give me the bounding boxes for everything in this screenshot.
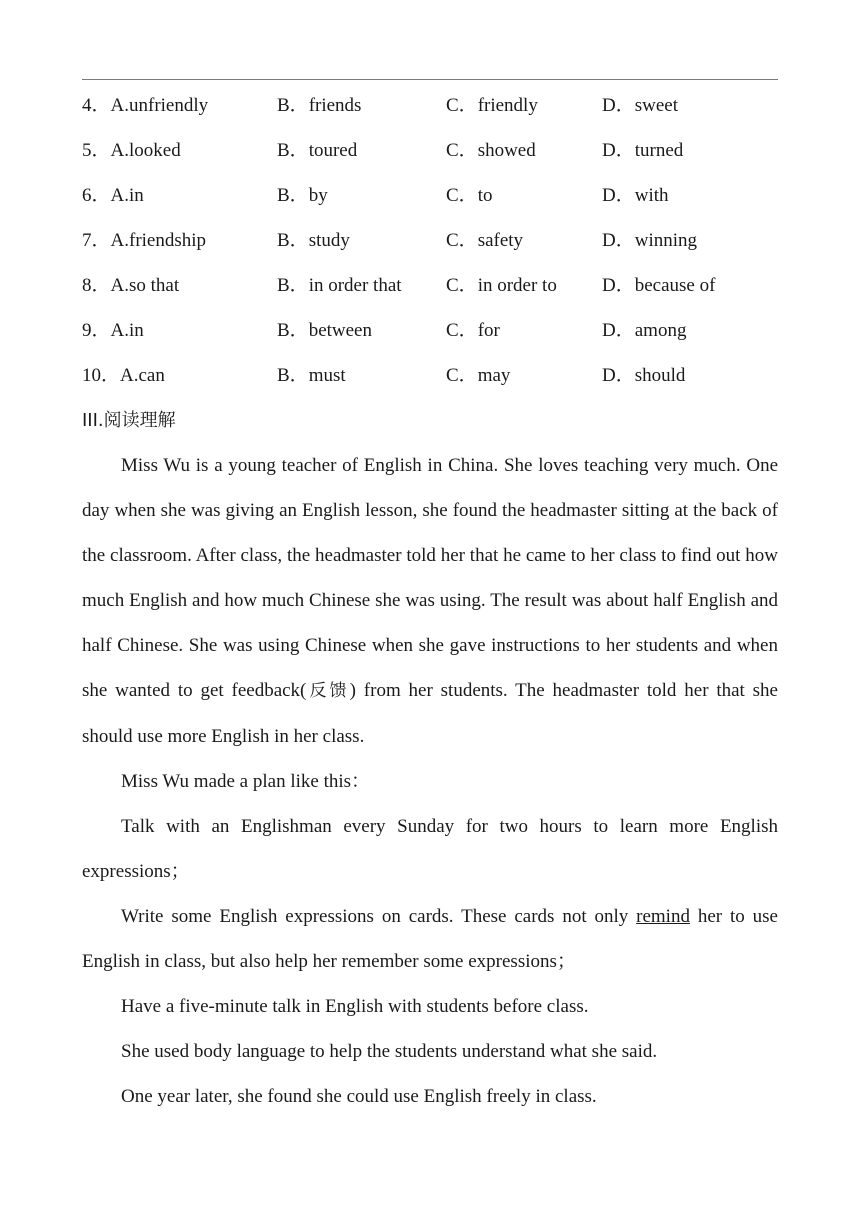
passage-paragraph: One year later, she found she could use English freely in class. — [121, 1086, 597, 1107]
chinese-gloss: 反馈 — [306, 681, 350, 701]
option-d: D．sweet — [602, 95, 678, 116]
option-a: 9．A.in — [82, 320, 144, 341]
passage-paragraph: Write some English expressions on cards. These cards not only remind her to use English in class, but also help her remember some expressions； — [82, 906, 778, 972]
option-row — [82, 218, 778, 263]
passage-paragraph: Have a five-minute talk in English with students before class. — [121, 996, 589, 1017]
option-b: B．in order that — [277, 275, 402, 296]
reading-section — [82, 398, 778, 1119]
passage-paragraph: She used body language to help the students understand what she said. — [121, 1041, 658, 1062]
option-b: B．study — [277, 230, 350, 251]
section-heading: III.阅读理解 — [82, 410, 176, 431]
passage-paragraph: Miss Wu is a young teacher of English in China. She loves teaching very much. One day when she was giving an English lesson, she found the headmaster sitting at the back of the classroom. After class, the headmaster told her that he came to her class to find out how much English and how much Chinese she was using. The result was about half English and half Chinese. She was using Chinese when she gave instructions to her students and when she wanted to get feedback(反馈) from her students. The headmaster told her that she should use more English in her class. — [82, 455, 778, 747]
option-c: C．safety — [446, 230, 524, 251]
option-d: D．should — [602, 365, 686, 386]
option-row — [82, 308, 778, 353]
option-a: 4．A.unfriendly — [82, 95, 209, 116]
option-d: D．winning — [602, 230, 698, 251]
option-d: D．among — [602, 320, 687, 341]
option-b: B．by — [277, 185, 328, 206]
option-a: 5．A.looked — [82, 140, 181, 161]
option-c: C．may — [446, 365, 511, 386]
option-c: C．to — [446, 185, 493, 206]
option-d: D．turned — [602, 140, 684, 161]
option-a: 6．A.in — [82, 185, 144, 206]
option-d: D．with — [602, 185, 669, 206]
passage-paragraph: Miss Wu made a plan like this： — [121, 771, 371, 792]
option-row — [82, 83, 778, 128]
answer-options — [82, 83, 778, 398]
option-c: C．friendly — [446, 95, 538, 116]
option-b: B．between — [277, 320, 372, 341]
option-a: 8．A.so that — [82, 275, 180, 296]
passage-paragraph: Talk with an Englishman every Sunday for two hours to learn more English expressions； — [82, 816, 778, 882]
option-a: 10．A.can — [82, 365, 165, 386]
option-c: C．for — [446, 320, 500, 341]
option-a: 7．A.friendship — [82, 230, 207, 251]
option-row — [82, 173, 778, 218]
option-b: B．must — [277, 365, 346, 386]
option-row — [82, 353, 778, 398]
underlined-word: remind — [636, 906, 690, 927]
option-b: B．friends — [277, 95, 362, 116]
option-row — [82, 128, 778, 173]
option-c: C．in order to — [446, 275, 557, 296]
option-b: B．toured — [277, 140, 358, 161]
option-d: D．because of — [602, 275, 716, 296]
header-rule — [82, 79, 778, 80]
option-row — [82, 263, 778, 308]
option-c: C．showed — [446, 140, 536, 161]
